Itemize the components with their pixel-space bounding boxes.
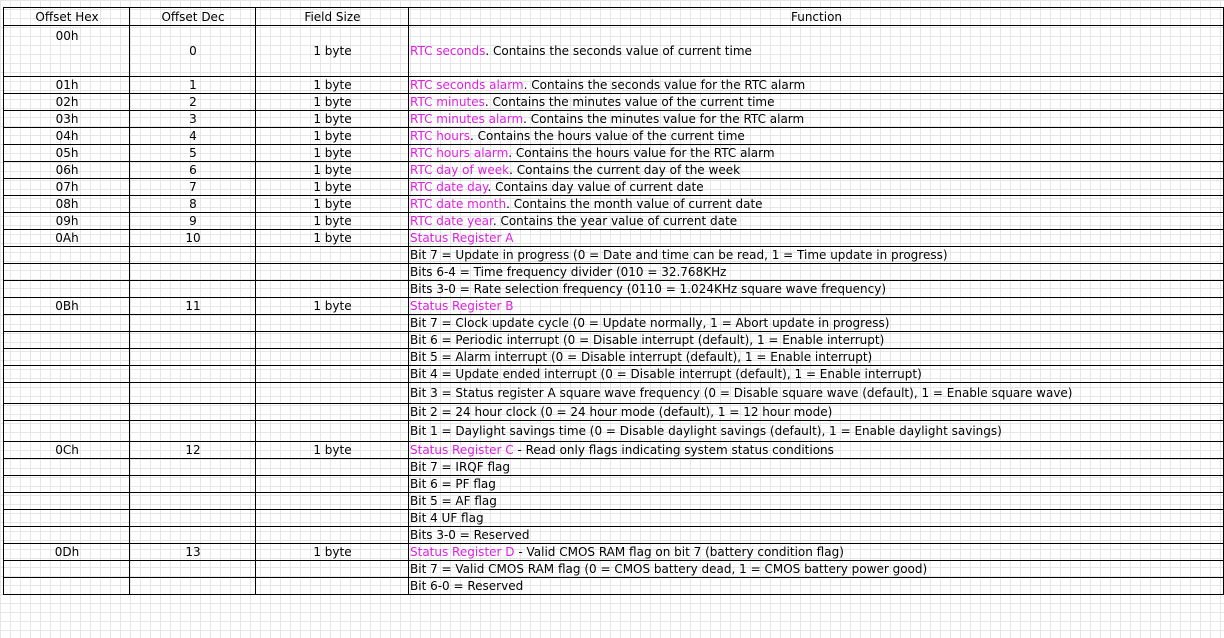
offset-hex-cell[interactable]: 0Ch: [4, 442, 130, 459]
offset-dec-cell[interactable]: [130, 247, 256, 264]
table-row: [4, 442, 1224, 459]
register-name: RTC date year: [410, 214, 493, 228]
function-description: Bit 1 = Daylight savings time (0 = Disable daylight savings (default), 1 = Enable daylight savings): [410, 424, 1002, 438]
offset-hex-cell[interactable]: [4, 561, 130, 578]
register-name: Status Register A: [410, 231, 514, 245]
function-cell[interactable]: [409, 145, 1224, 162]
function-cell[interactable]: [409, 366, 1224, 383]
field-size-cell[interactable]: [256, 349, 409, 366]
offset-dec-cell[interactable]: 6: [130, 162, 256, 179]
function-description: . Contains the hours value of the current time: [470, 129, 745, 143]
function-description: . Contains the current day of the week: [509, 163, 741, 177]
table-body: [4, 26, 1224, 595]
function-description: Bits 3-0 = Reserved: [410, 528, 530, 542]
offset-dec-cell[interactable]: 0: [130, 26, 256, 77]
table-row: [4, 404, 1224, 421]
function-cell[interactable]: [409, 264, 1224, 281]
function-cell[interactable]: [409, 510, 1224, 527]
function-description: Bit 7 = Clock update cycle (0 = Update normally, 1 = Abort update in progress): [410, 316, 890, 330]
offset-dec-cell[interactable]: [130, 421, 256, 442]
table-row: [4, 213, 1224, 230]
offset-hex-cell[interactable]: [4, 247, 130, 264]
register-name: RTC hours alarm: [410, 146, 509, 160]
function-description: - Valid CMOS RAM flag on bit 7 (battery condition flag): [514, 545, 844, 559]
field-size-cell[interactable]: [256, 510, 409, 527]
function-cell[interactable]: [409, 247, 1224, 264]
offset-hex-cell[interactable]: 09h: [4, 213, 130, 230]
function-description: . Contains the minutes value for the RTC alarm: [523, 112, 805, 126]
offset-dec-cell[interactable]: 13: [130, 544, 256, 561]
offset-dec-cell[interactable]: [130, 349, 256, 366]
table-row: [4, 128, 1224, 145]
register-name: RTC minutes alarm: [410, 112, 524, 126]
function-description: - Read only flags indicating system status conditions: [513, 443, 834, 457]
register-name: RTC hours: [410, 129, 471, 143]
table-row: [4, 179, 1224, 196]
table-row: [4, 298, 1224, 315]
offset-dec-cell[interactable]: [130, 315, 256, 332]
function-cell[interactable]: [409, 561, 1224, 578]
field-size-cell[interactable]: 1 byte: [256, 298, 409, 315]
offset-hex-cell[interactable]: 06h: [4, 162, 130, 179]
table-row: [4, 527, 1224, 544]
field-size-cell[interactable]: 1 byte: [256, 213, 409, 230]
table-row: [4, 77, 1224, 94]
function-cell[interactable]: [409, 281, 1224, 298]
register-name: Status Register C: [410, 443, 514, 457]
field-size-cell[interactable]: 1 byte: [256, 111, 409, 128]
function-cell[interactable]: [409, 349, 1224, 366]
field-size-cell[interactable]: [256, 421, 409, 442]
field-size-cell[interactable]: [256, 247, 409, 264]
offset-dec-cell[interactable]: [130, 476, 256, 493]
field-size-cell[interactable]: [256, 332, 409, 349]
table-row: [4, 421, 1224, 442]
offset-hex-cell[interactable]: 04h: [4, 128, 130, 145]
offset-hex-cell[interactable]: [4, 315, 130, 332]
table-row: [4, 383, 1224, 404]
offset-hex-cell[interactable]: 05h: [4, 145, 130, 162]
function-description: Bit 5 = Alarm interrupt (0 = Disable interrupt (default), 1 = Enable interrupt): [410, 350, 873, 364]
function-cell[interactable]: [409, 332, 1224, 349]
table-row: [4, 230, 1224, 247]
offset-hex-cell[interactable]: [4, 366, 130, 383]
function-cell[interactable]: [409, 527, 1224, 544]
offset-dec-cell[interactable]: [130, 332, 256, 349]
table-row: [4, 145, 1224, 162]
column-header[interactable]: Offset Hex: [4, 8, 130, 26]
offset-dec-cell[interactable]: 2: [130, 94, 256, 111]
offset-hex-cell[interactable]: 0Bh: [4, 298, 130, 315]
table-row: [4, 94, 1224, 111]
offset-hex-cell[interactable]: [4, 332, 130, 349]
function-description: . Contains the minutes value of the current time: [484, 95, 775, 109]
field-size-cell[interactable]: 1 byte: [256, 26, 409, 77]
field-size-cell[interactable]: [256, 578, 409, 595]
function-cell[interactable]: [409, 459, 1224, 476]
function-cell[interactable]: [409, 213, 1224, 230]
offset-hex-cell[interactable]: [4, 459, 130, 476]
field-size-cell[interactable]: [256, 264, 409, 281]
field-size-cell[interactable]: 1 byte: [256, 94, 409, 111]
offset-hex-cell[interactable]: 0Dh: [4, 544, 130, 561]
function-cell[interactable]: [409, 544, 1224, 561]
table-row: [4, 315, 1224, 332]
table-row: [4, 26, 1224, 77]
field-size-cell[interactable]: [256, 281, 409, 298]
field-size-cell[interactable]: 1 byte: [256, 179, 409, 196]
function-description: . Contains day value of current date: [487, 180, 704, 194]
table-row: [4, 459, 1224, 476]
function-cell[interactable]: [409, 230, 1224, 247]
function-description: . Contains the month value of current date: [506, 197, 763, 211]
offset-hex-cell[interactable]: 02h: [4, 94, 130, 111]
register-name: RTC seconds: [410, 44, 486, 58]
cmos-register-table: [3, 7, 1224, 595]
field-size-cell[interactable]: [256, 383, 409, 404]
function-cell[interactable]: [409, 493, 1224, 510]
offset-dec-cell[interactable]: [130, 281, 256, 298]
function-cell[interactable]: [409, 128, 1224, 145]
offset-dec-cell[interactable]: [130, 527, 256, 544]
offset-hex-cell[interactable]: [4, 578, 130, 595]
offset-dec-cell[interactable]: 9: [130, 213, 256, 230]
function-description: Bit 2 = 24 hour clock (0 = 24 hour mode (default), 1 = 12 hour mode): [410, 405, 833, 419]
register-name: Status Register D: [410, 545, 515, 559]
offset-dec-cell[interactable]: [130, 510, 256, 527]
field-size-cell[interactable]: 1 byte: [256, 544, 409, 561]
field-size-cell[interactable]: 1 byte: [256, 196, 409, 213]
function-description: Bit 6-0 = Reserved: [410, 579, 524, 593]
function-cell[interactable]: [409, 26, 1224, 77]
table-row: [4, 281, 1224, 298]
field-size-cell[interactable]: [256, 561, 409, 578]
field-size-cell[interactable]: 1 byte: [256, 145, 409, 162]
offset-dec-cell[interactable]: [130, 459, 256, 476]
field-size-cell[interactable]: 1 byte: [256, 77, 409, 94]
column-header[interactable]: Function: [409, 8, 1224, 26]
offset-dec-cell[interactable]: [130, 561, 256, 578]
field-size-cell[interactable]: 1 byte: [256, 442, 409, 459]
function-cell[interactable]: [409, 442, 1224, 459]
field-size-cell[interactable]: [256, 493, 409, 510]
table-row: [4, 510, 1224, 527]
offset-hex-cell[interactable]: [4, 281, 130, 298]
offset-hex-cell[interactable]: 01h: [4, 77, 130, 94]
table-row: [4, 544, 1224, 561]
function-description: . Contains the year value of current date: [492, 214, 738, 228]
function-description: Bit 7 = Update in progress (0 = Date and time can be read, 1 = Time update in progress): [410, 248, 948, 262]
register-name: Status Register B: [410, 299, 514, 313]
table-row: [4, 196, 1224, 213]
function-cell[interactable]: [409, 162, 1224, 179]
table-row: [4, 561, 1224, 578]
table-row: [4, 476, 1224, 493]
offset-hex-cell[interactable]: 00h: [4, 26, 130, 77]
table-row: [4, 366, 1224, 383]
offset-hex-cell[interactable]: [4, 476, 130, 493]
field-size-cell[interactable]: 1 byte: [256, 162, 409, 179]
header-row: [4, 8, 1224, 26]
function-description: . Contains the seconds value of current time: [485, 44, 752, 58]
function-description: Bit 7 = Valid CMOS RAM flag (0 = CMOS battery dead, 1 = CMOS battery power good): [410, 562, 928, 576]
function-cell[interactable]: [409, 404, 1224, 421]
table-row: [4, 247, 1224, 264]
function-description: Bit 5 = AF flag: [410, 494, 497, 508]
offset-dec-cell[interactable]: 1: [130, 77, 256, 94]
offset-dec-cell[interactable]: 11: [130, 298, 256, 315]
function-cell[interactable]: [409, 179, 1224, 196]
function-description: Bit 6 = PF flag: [410, 477, 496, 491]
function-cell[interactable]: [409, 383, 1224, 404]
offset-hex-cell[interactable]: 08h: [4, 196, 130, 213]
register-name: RTC minutes: [410, 95, 485, 109]
field-size-cell[interactable]: 1 byte: [256, 230, 409, 247]
function-cell[interactable]: [409, 315, 1224, 332]
offset-hex-cell[interactable]: [4, 421, 130, 442]
function-cell[interactable]: [409, 298, 1224, 315]
offset-dec-cell[interactable]: 4: [130, 128, 256, 145]
function-cell[interactable]: [409, 94, 1224, 111]
offset-hex-cell[interactable]: [4, 527, 130, 544]
table-row: [4, 111, 1224, 128]
function-description: Bits 6-4 = Time frequency divider (010 = 32.768KHz: [410, 265, 727, 279]
column-header[interactable]: Field Size: [256, 8, 409, 26]
offset-hex-cell[interactable]: 03h: [4, 111, 130, 128]
function-description: Bits 3-0 = Rate selection frequency (0110 = 1.024KHz square wave frequency): [410, 282, 886, 296]
field-size-cell[interactable]: [256, 315, 409, 332]
function-description: . Contains the seconds value for the RTC alarm: [523, 78, 806, 92]
offset-hex-cell[interactable]: [4, 510, 130, 527]
function-description: Bit 7 = IRQF flag: [410, 460, 510, 474]
offset-hex-cell[interactable]: [4, 264, 130, 281]
offset-hex-cell[interactable]: 0Ah: [4, 230, 130, 247]
offset-hex-cell[interactable]: 07h: [4, 179, 130, 196]
table-row: [4, 493, 1224, 510]
function-cell[interactable]: [409, 196, 1224, 213]
offset-dec-cell[interactable]: [130, 383, 256, 404]
field-size-cell[interactable]: [256, 459, 409, 476]
field-size-cell[interactable]: 1 byte: [256, 128, 409, 145]
function-description: . Contains the hours value for the RTC alarm: [508, 146, 775, 160]
table-row: [4, 264, 1224, 281]
offset-dec-cell[interactable]: 3: [130, 111, 256, 128]
function-description: Bit 4 = Update ended interrupt (0 = Disable interrupt (default), 1 = Enable interrupt): [410, 367, 922, 381]
function-cell[interactable]: [409, 421, 1224, 442]
function-description: Bit 4 UF flag: [410, 511, 484, 525]
offset-hex-cell[interactable]: [4, 493, 130, 510]
offset-hex-cell[interactable]: [4, 383, 130, 404]
offset-dec-cell[interactable]: 10: [130, 230, 256, 247]
offset-dec-cell[interactable]: [130, 366, 256, 383]
field-size-cell[interactable]: [256, 404, 409, 421]
register-name: RTC day of week: [410, 163, 510, 177]
register-name: RTC date month: [410, 197, 507, 211]
function-cell[interactable]: [409, 578, 1224, 595]
table-row: [4, 162, 1224, 179]
field-size-cell[interactable]: [256, 476, 409, 493]
function-cell[interactable]: [409, 476, 1224, 493]
offset-dec-cell[interactable]: [130, 404, 256, 421]
offset-dec-cell[interactable]: 5: [130, 145, 256, 162]
offset-dec-cell[interactable]: [130, 578, 256, 595]
offset-dec-cell[interactable]: 12: [130, 442, 256, 459]
offset-dec-cell[interactable]: 7: [130, 179, 256, 196]
offset-dec-cell[interactable]: [130, 493, 256, 510]
offset-hex-cell[interactable]: [4, 404, 130, 421]
column-header[interactable]: Offset Dec: [130, 8, 256, 26]
field-size-cell[interactable]: [256, 527, 409, 544]
register-name: RTC date day: [410, 180, 488, 194]
table-row: [4, 332, 1224, 349]
offset-dec-cell[interactable]: 8: [130, 196, 256, 213]
offset-hex-cell[interactable]: [4, 349, 130, 366]
offset-dec-cell[interactable]: [130, 264, 256, 281]
function-description: Bit 6 = Periodic interrupt (0 = Disable interrupt (default), 1 = Enable interrupt): [410, 333, 885, 347]
function-description: Bit 3 = Status register A square wave frequency (0 = Disable square wave (default), 1 = Enable square wave): [410, 386, 1073, 400]
table-row: [4, 349, 1224, 366]
field-size-cell[interactable]: [256, 366, 409, 383]
table-row: [4, 578, 1224, 595]
function-cell[interactable]: [409, 111, 1224, 128]
register-name: RTC seconds alarm: [410, 78, 524, 92]
function-cell[interactable]: [409, 77, 1224, 94]
